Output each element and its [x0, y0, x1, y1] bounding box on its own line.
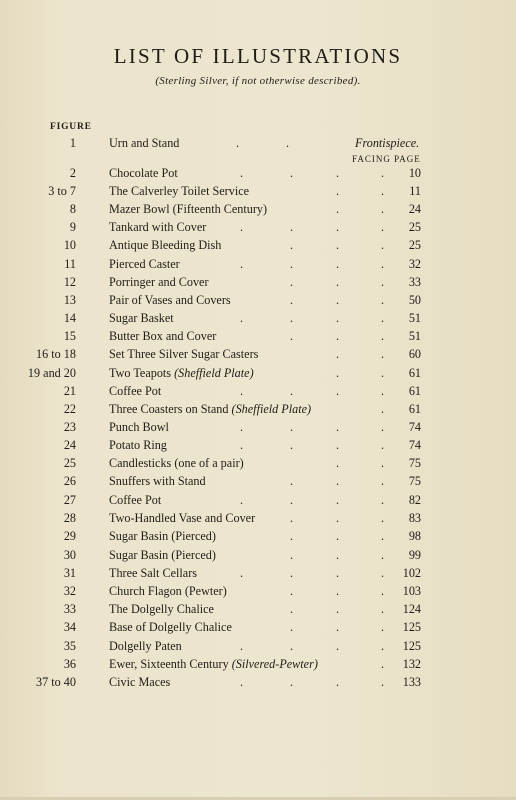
illustration-title	[109, 639, 182, 654]
illustration-title	[109, 529, 216, 544]
page-number: 51	[408, 329, 421, 343]
illustration-title-text: Sugar Basin (Pierced)	[109, 529, 216, 543]
figure-number: 37 to 40	[36, 675, 76, 689]
page-number: 10	[408, 166, 421, 180]
illustration-material: (Sheffield Plate)	[174, 366, 254, 380]
page-number: 74	[408, 420, 421, 434]
illustration-title	[109, 438, 167, 453]
illustration-title-text: Butter Box and Cover	[109, 329, 217, 343]
list-item: 1 Urn and Stand . . Frontispiece.	[69, 136, 420, 150]
page-number: 98	[408, 529, 421, 543]
page-title: LIST OF ILLUSTRATIONS	[113, 44, 403, 68]
page-number: 11	[409, 184, 421, 198]
illustration-title-text: Porringer and Cover	[109, 275, 209, 289]
page-number: 99	[408, 548, 421, 562]
list-item: 27 Coffee Pot . . . . 82	[63, 493, 421, 507]
illustration-title	[109, 220, 206, 235]
illustration-title	[109, 584, 227, 599]
illustration-title-text: Church Flagon (Pewter)	[109, 584, 227, 598]
page-number: 51	[408, 311, 421, 325]
list-item: 19 and 20 Two Teapots (Sheffield Plate) . . 61	[27, 366, 421, 380]
list-item: 11 Pierced Caster . . . . 32	[64, 257, 421, 271]
figure-number: 34	[63, 620, 76, 634]
figure-number: 29	[63, 529, 76, 543]
illustration-title-text: Civic Maces	[109, 675, 171, 689]
illustration-title-text: Pair of Vases and Covers	[109, 293, 231, 307]
illustration-title-text: Two-Handled Vase and Cover	[109, 511, 256, 525]
list-item: 14 Sugar Basket . . . . 51	[63, 311, 421, 325]
figure-number: 13	[63, 293, 76, 307]
illustration-title-text: Dolgelly Paten	[109, 639, 182, 653]
illustration-title	[109, 548, 216, 563]
illustration-title	[109, 136, 179, 151]
figure-number: 35	[63, 639, 76, 653]
figure-number: 27	[63, 493, 76, 507]
page-number: 82	[408, 493, 421, 507]
page-number: 61	[408, 384, 421, 398]
page-subtitle: (Sterling Silver, if not otherwise described).	[155, 75, 361, 87]
page-number: 33	[408, 275, 421, 289]
figure-number: 19 and 20	[27, 366, 76, 380]
illustration-title-text: Urn and Stand	[109, 136, 180, 150]
illustration-title-text: Candlesticks (one of a pair)	[109, 456, 244, 470]
illustration-title-text: Mazer Bowl (Fifteenth Century)	[109, 202, 268, 216]
list-item: 22 Three Coasters on Stand (Sheffield Plate) . 61	[63, 402, 421, 416]
list-item: 13 Pair of Vases and Covers . . . 50	[63, 293, 421, 307]
list-item: 32 Church Flagon (Pewter) . . . 103	[63, 584, 421, 598]
illustration-title-text: Base of Dolgelly Chalice	[109, 620, 232, 634]
facing-page-heading: FACING PAGE	[352, 154, 421, 164]
illustration-title	[109, 166, 178, 181]
illustration-material: (Sheffield Plate)	[231, 402, 312, 416]
list-item: 34 Base of Dolgelly Chalice . . . 125	[63, 620, 421, 634]
figure-number: 32	[63, 584, 76, 598]
page-number: 125	[402, 620, 421, 634]
list-item: 37 to 40 Civic Maces . . . . 133	[36, 675, 421, 689]
illustration-material: (Silvered-Pewter)	[231, 657, 318, 671]
list-item: 9 Tankard with Cover . . . . 25	[69, 220, 421, 234]
illustration-title	[109, 293, 231, 308]
figure-number: 12	[63, 275, 76, 289]
illustration-title	[109, 275, 209, 290]
illustration-title	[109, 402, 311, 417]
illustration-title-text: Ewer, Sixteenth Century	[109, 657, 229, 671]
illustration-title-text: Three Coasters on Stand	[109, 402, 229, 416]
figure-number: 9	[69, 220, 76, 234]
list-item: 3 to 7 The Calverley Toilet Service . . 11	[48, 184, 421, 198]
list-item: 21 Coffee Pot . . . . 61	[63, 384, 421, 398]
list-item: 8 Mazer Bowl (Fifteenth Century) . . 24	[69, 202, 421, 216]
illustration-title-text: Coffee Pot	[109, 384, 162, 398]
illustration-title	[109, 657, 318, 672]
list-item: 10 Antique Bleeding Dish . . . 25	[63, 238, 421, 252]
page-number: 61	[408, 366, 421, 380]
list-item: 12 Porringer and Cover . . . 33	[63, 275, 421, 289]
illustration-title-text: Three Salt Cellars	[109, 566, 197, 580]
illustration-title-text: The Calverley Toilet Service	[109, 184, 250, 198]
page-number: 74	[408, 438, 421, 452]
figure-number: 16 to 18	[36, 347, 76, 361]
frontispiece-label: Frontispiece.	[355, 136, 420, 150]
illustration-title	[109, 474, 206, 489]
figure-number: 21	[63, 384, 76, 398]
page-number: 83	[408, 511, 421, 525]
illustration-title	[109, 566, 197, 581]
figure-number: 28	[63, 511, 76, 525]
illustration-title-text: Potato Ring	[109, 438, 167, 452]
illustration-title	[109, 257, 180, 272]
illustration-title	[109, 184, 249, 199]
list-item: 25 Candlesticks (one of a pair) . . 75	[63, 456, 421, 470]
page-number: 61	[408, 402, 421, 416]
figure-number: 26	[63, 474, 76, 488]
figure-number: 24	[63, 438, 76, 452]
page-number: 75	[408, 474, 421, 488]
list-item: 2 Chocolate Pot . . . . 10	[69, 166, 421, 180]
figure-number: 11	[64, 257, 76, 271]
page-number: 50	[408, 293, 421, 307]
list-item: 26 Snuffers with Stand . . . 75	[63, 474, 421, 488]
illustration-title-text: Pierced Caster	[109, 257, 180, 271]
figure-number: 3 to 7	[48, 184, 76, 198]
page-number: 133	[402, 675, 421, 689]
figure-number: 2	[69, 166, 76, 180]
page-number: 25	[408, 220, 421, 234]
illustration-title	[109, 384, 161, 399]
page-number: 124	[402, 602, 421, 616]
list-item: 24 Potato Ring . . . . 74	[63, 438, 421, 452]
figure-number: 8	[69, 202, 76, 216]
illustration-title-text: Two Teapots	[109, 366, 172, 380]
page-number: 103	[402, 584, 421, 598]
illustration-title-text: Antique Bleeding Dish	[109, 238, 222, 252]
illustration-title	[109, 675, 170, 690]
page-number: 32	[408, 257, 421, 271]
list-item: 29 Sugar Basin (Pierced) . . . 98	[63, 529, 421, 543]
illustration-title	[109, 602, 214, 617]
illustration-title	[109, 620, 232, 635]
illustration-title-text: Set Three Silver Sugar Casters	[109, 347, 259, 361]
illustration-title	[109, 511, 255, 526]
illustration-title-text: Sugar Basin (Pierced)	[109, 548, 216, 562]
list-item: 36 Ewer, Sixteenth Century (Silvered-Pewter) . 132	[63, 657, 421, 671]
illustration-title-text: Snuffers with Stand	[109, 474, 206, 488]
list-item: 33 The Dolgelly Chalice . . . 124	[63, 602, 421, 616]
figure-number: 23	[63, 420, 76, 434]
illustration-title	[109, 347, 258, 362]
illustration-title	[109, 493, 161, 508]
list-item: 23 Punch Bowl . . . . 74	[63, 420, 421, 434]
illustration-title	[109, 366, 254, 381]
figure-number: 31	[63, 566, 76, 580]
figure-number: 14	[63, 311, 76, 325]
list-item: 28 Two-Handled Vase and Cover . . . 83	[63, 511, 421, 525]
illustration-title	[109, 311, 174, 326]
figure-number: 25	[63, 456, 76, 470]
figure-column-heading: FIGURE	[50, 122, 92, 132]
illustration-title-text: Punch Bowl	[109, 420, 169, 434]
page-number: 132	[402, 657, 421, 671]
page-number: 125	[402, 639, 421, 653]
illustration-title-text: Tankard with Cover	[109, 220, 207, 234]
page-number: 75	[408, 456, 421, 470]
list-item: 15 Butter Box and Cover . . . 51	[63, 329, 421, 343]
list-item: 16 to 18 Set Three Silver Sugar Casters . . 60	[36, 347, 421, 361]
illustration-title-text: The Dolgelly Chalice	[109, 602, 214, 616]
illustration-title-text: Sugar Basket	[109, 311, 174, 325]
illustration-title	[109, 420, 169, 435]
list-item: 31 Three Salt Cellars . . . . 102	[63, 566, 421, 580]
figure-number: 22	[63, 402, 76, 416]
illustration-title	[109, 238, 221, 253]
page-number: 60	[408, 347, 421, 361]
figure-number: 36	[63, 657, 76, 671]
page-number: 102	[402, 566, 421, 580]
illustration-title	[109, 456, 244, 471]
page-number: 25	[408, 238, 421, 252]
list-item: 30 Sugar Basin (Pierced) . . . 99	[63, 548, 421, 562]
figure-number: 33	[63, 602, 76, 616]
figure-number: 30	[63, 548, 76, 562]
list-item: 35 Dolgelly Paten . . . . 125	[63, 639, 421, 653]
illustration-title	[109, 329, 216, 344]
illustration-title-text: Chocolate Pot	[109, 166, 178, 180]
figure-number: 15	[63, 329, 76, 343]
illustration-title-text: Coffee Pot	[109, 493, 162, 507]
illustration-title	[109, 202, 267, 217]
figure-number: 1	[69, 136, 76, 150]
figure-number: 10	[63, 238, 76, 252]
page-number: 24	[408, 202, 421, 216]
